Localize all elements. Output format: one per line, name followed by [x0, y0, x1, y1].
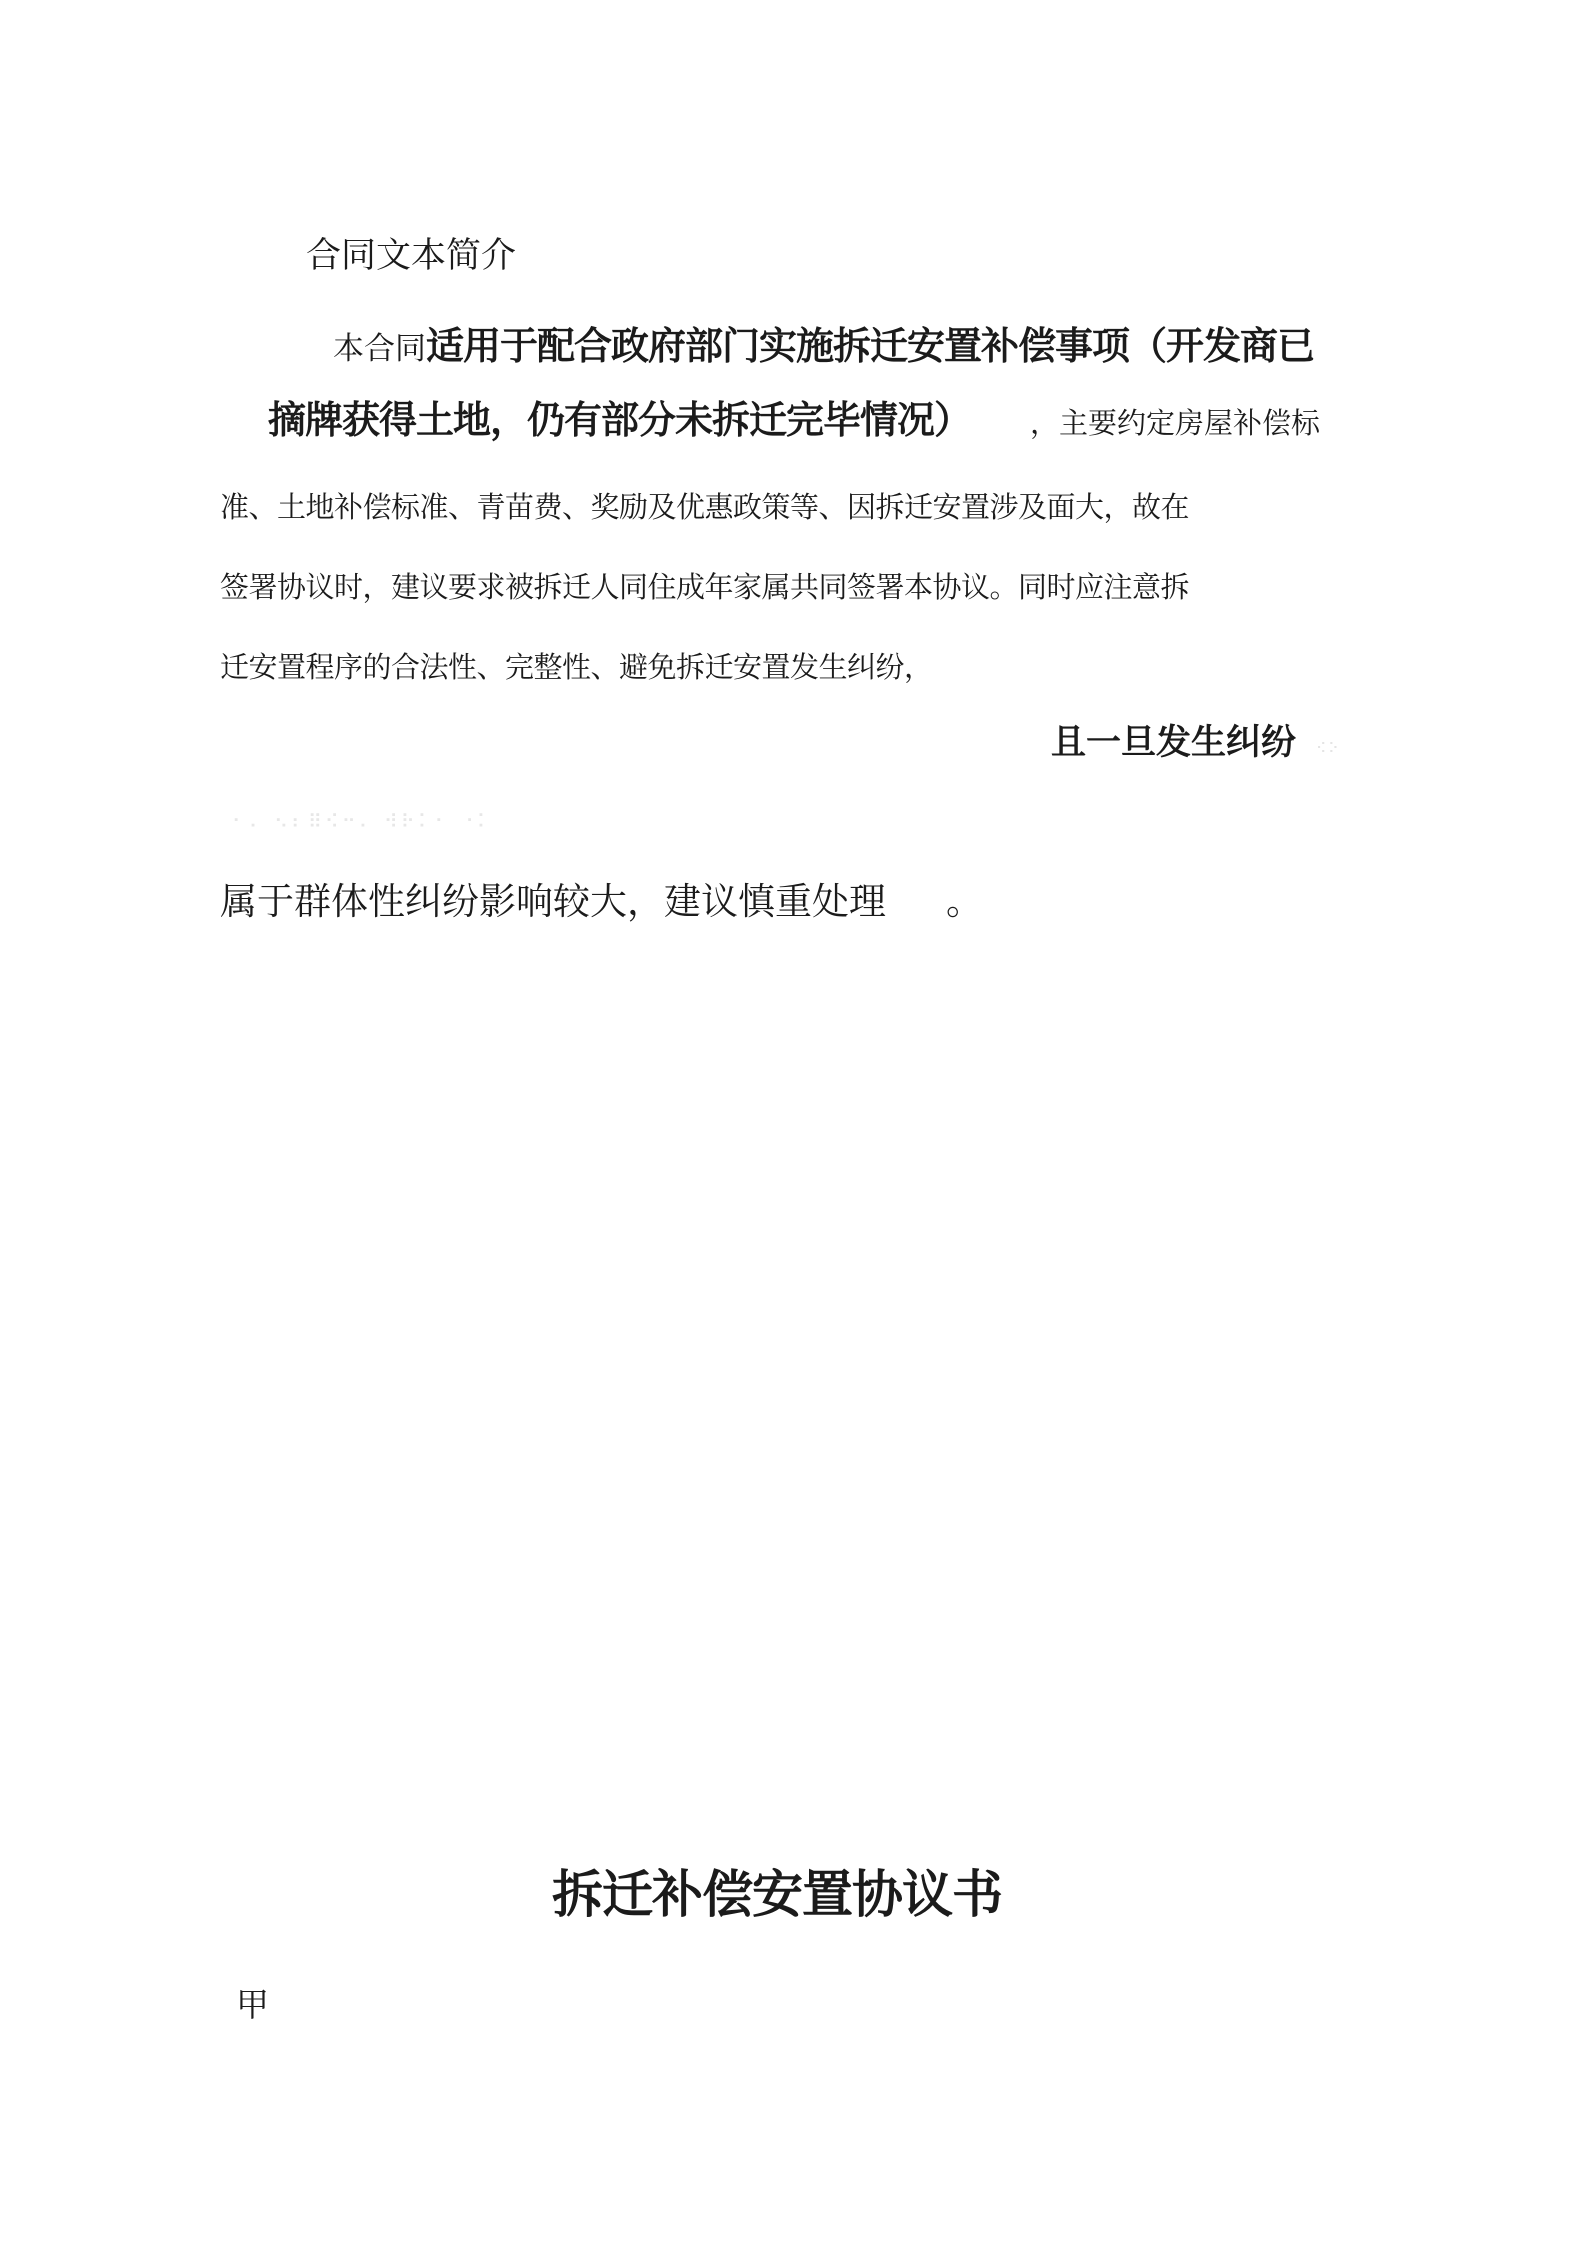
intro-heading: 合同文本简介: [306, 236, 517, 275]
paragraph-line-5: 迁安置程序的合法性、完整性、避免拆迁安置发生纠纷，: [220, 652, 933, 684]
paragraph-line-4: 签署协议时，建议要求被拆迁人同住成年家属共同签署本协议。同时应注意拆: [220, 572, 1190, 604]
paragraph-line-1-bold: 适用于配合政府部门实施拆迁安置补偿事项（开发商已: [426, 326, 1315, 368]
party-a-label: 甲: [236, 1986, 269, 2023]
paragraph-line-2-bold: 摘牌获得土地，仍有部分未拆迁完毕情况）: [268, 400, 953, 442]
conclusion-period: 。: [946, 881, 983, 922]
conclusion-line: [220, 881, 983, 924]
faint-speckle-artifact-left: ⠂⠄ ⠢⠆⠿⠪⠒⠄ ⠺⠗⠅⠂ ⠐⠅: [232, 812, 494, 833]
paragraph-line-2: [268, 400, 1320, 444]
paragraph-line-2-tail: ，主要约定房屋补偿标: [1030, 408, 1321, 440]
paragraph-line-1-lead: 本合同: [333, 331, 426, 366]
emphasis-line: 且一旦发生纠纷: [1051, 723, 1297, 762]
conclusion-text: 属于群体性纠纷影响较大，建议慎重处理: [220, 881, 886, 922]
paragraph-line-1: [333, 326, 1314, 370]
agreement-title: 拆迁补偿安置协议书: [552, 1866, 1003, 1923]
paragraph-line-3: 准、土地补偿标准、青苗费、奖励及优惠政策等、因拆迁安置涉及面大，故在: [220, 492, 1190, 524]
faint-speckle-artifact-right: ⠪⠕: [1316, 740, 1341, 756]
